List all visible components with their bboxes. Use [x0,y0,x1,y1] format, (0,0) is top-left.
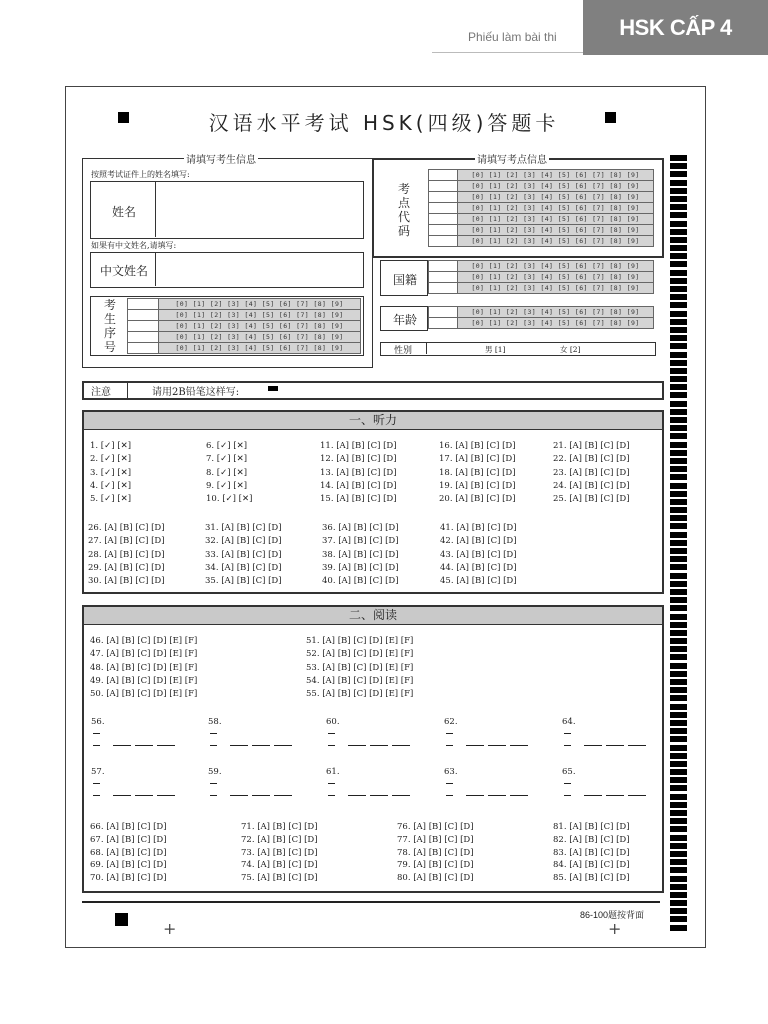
answer-item[interactable]: 18. [A] [B] [C] [D] [439,467,516,478]
answer-item[interactable]: 13. [A] [B] [C] [D] [320,467,397,478]
answer-item[interactable]: 85. [A] [B] [C] [D] [553,873,630,884]
answer-item[interactable]: 9. [✓] [✕] [206,480,248,491]
timing-mark [670,884,687,890]
answer-blank[interactable] [370,745,388,746]
site-legend: 请填写考点信息 [475,151,549,166]
timing-mark [670,908,687,914]
order-question-number: 59. [208,767,222,777]
level-badge: HSK CẤP 4 [583,0,768,55]
answer-item[interactable]: 51. [A] [B] [C] [D] [E] [F] [306,636,414,646]
order-question-number: 57. [91,767,105,777]
timing-mark [670,638,687,644]
order-question-number: 65. [562,767,576,777]
timing-mark [670,916,687,922]
answer-blank[interactable] [93,795,100,796]
candidate-legend: 请填写考生信息 [184,151,258,166]
timing-mark [670,876,687,882]
answer-item[interactable]: 21. [A] [B] [C] [D] [553,441,630,451]
answer-blank[interactable] [510,795,528,796]
timing-mark [670,851,687,857]
timing-mark [670,523,687,529]
answer-blank[interactable] [230,745,248,746]
answer-item[interactable]: 2. [✓] [✕] [90,454,132,465]
timing-mark [670,573,687,579]
answer-item[interactable]: 33. [A] [B] [C] [D] [205,549,282,560]
timing-mark [670,712,687,718]
answer-blank[interactable] [210,733,217,734]
answer-blank[interactable] [135,795,153,796]
answer-item[interactable]: 46. [A] [B] [C] [D] [E] [F] [90,636,198,646]
timing-mark [670,491,687,497]
answer-blank[interactable] [252,745,270,746]
answer-item[interactable]: 53. [A] [B] [C] [D] [E] [F] [306,662,414,673]
footer-rule [82,901,660,903]
answer-item[interactable]: 44. [A] [B] [C] [D] [440,562,517,573]
bubble-row[interactable]: [0] [1] [2] [3] [4] [5] [6] [7] [8] [9] [159,332,361,343]
registration-cross-left: + [163,919,177,938]
timing-mark [670,671,687,677]
timing-mark [670,753,687,759]
answer-item[interactable]: 37. [A] [B] [C] [D] [322,536,399,547]
bubble-row[interactable]: [0] [1] [2] [3] [4] [5] [6] [7] [8] [9] [458,192,654,203]
timing-mark [670,401,687,407]
answer-item[interactable]: 40. [A] [B] [C] [D] [322,576,399,587]
answer-item[interactable]: 76. [A] [B] [C] [D] [397,822,474,832]
bubble-row[interactable]: [0] [1] [2] [3] [4] [5] [6] [7] [8] [9] [458,236,654,247]
timing-mark [670,278,687,284]
timing-mark [670,622,687,628]
timing-mark [670,442,687,448]
candidate-seq-label: 考 生 序 号 [103,298,116,354]
timing-mark [670,483,687,489]
order-question-number: 61. [326,767,340,777]
timing-mark [670,630,687,636]
answer-blank[interactable] [274,745,292,746]
answer-blank[interactable] [488,795,506,796]
answer-item[interactable]: 7. [✓] [✕] [206,454,248,465]
timing-mark [670,352,687,358]
answer-item[interactable]: 73. [A] [B] [C] [D] [241,847,318,858]
answer-item[interactable]: 12. [A] [B] [C] [D] [320,454,397,465]
timing-mark [670,327,687,333]
bubble-row[interactable]: [0] [1] [2] [3] [4] [5] [6] [7] [8] [9] [458,225,654,236]
answer-item[interactable]: 34. [A] [B] [C] [D] [205,562,282,573]
answer-item[interactable]: 39. [A] [B] [C] [D] [322,562,399,573]
nationality-label: 国籍 [393,273,418,287]
timing-mark [670,605,687,611]
timing-mark [670,384,687,390]
timing-mark [670,695,687,701]
timing-mark [670,589,687,595]
answer-blank[interactable] [446,745,453,746]
answer-blank[interactable] [210,745,217,746]
answer-blank[interactable] [348,795,366,796]
timing-mark [670,867,687,873]
answer-blank[interactable] [488,745,506,746]
timing-mark [670,564,687,570]
answer-item[interactable]: 71. [A] [B] [C] [D] [241,822,318,832]
registration-cross-right: + [608,919,622,938]
answer-item[interactable]: 52. [A] [B] [C] [D] [E] [F] [306,649,414,660]
answer-item[interactable]: 14. [A] [B] [C] [D] [320,480,397,491]
timing-mark [670,597,687,603]
timing-mark [670,392,687,398]
timing-mark [670,212,687,218]
answer-item[interactable]: 25. [A] [B] [C] [D] [553,494,630,505]
answer-item[interactable]: 77. [A] [B] [C] [D] [397,834,474,845]
answer-blank[interactable] [210,783,217,784]
answer-item[interactable]: 19. [A] [B] [C] [D] [439,480,516,491]
timing-mark [670,835,687,841]
answer-item[interactable]: 3. [✓] [✕] [90,467,132,478]
timing-mark [670,654,687,660]
order-question-number: 56. [91,717,105,727]
gender-male-option[interactable]: 男 [1] [485,345,506,354]
answer-blank[interactable] [252,795,270,796]
gender-female-option[interactable]: 女 [2] [560,345,581,354]
timing-mark [670,466,687,472]
timing-mark [670,794,687,800]
answer-item[interactable]: 72. [A] [B] [C] [D] [241,834,318,845]
answer-blank[interactable] [446,783,453,784]
timing-mark [670,171,687,177]
timing-mark [670,515,687,521]
name-label: 姓名 [112,205,137,219]
site-code-label: 考 点 代 码 [397,182,410,238]
timing-mark [670,769,687,775]
answer-item[interactable]: 50. [A] [B] [C] [D] [E] [F] [90,689,198,700]
answer-item[interactable]: 48. [A] [B] [C] [D] [E] [F] [90,662,198,673]
timing-mark [670,360,687,366]
answer-item[interactable]: 42. [A] [B] [C] [D] [440,536,517,547]
timing-mark [670,499,687,505]
timing-mark [670,229,687,235]
answer-blank[interactable] [328,733,335,734]
answer-blank[interactable] [328,783,335,784]
answer-item[interactable]: 79. [A] [B] [C] [D] [397,860,474,871]
bubble-row[interactable]: [0] [1] [2] [3] [4] [5] [6] [7] [8] [9] [458,307,654,318]
answer-item[interactable]: 16. [A] [B] [C] [D] [439,441,516,451]
answer-item[interactable]: 69. [A] [B] [C] [D] [90,860,167,871]
answer-blank[interactable] [446,733,453,734]
answer-blank[interactable] [93,733,100,734]
timing-mark [670,532,687,538]
timing-mark [670,859,687,865]
answer-item[interactable]: 4. [✓] [✕] [90,480,132,491]
answer-item[interactable]: 74. [A] [B] [C] [D] [241,860,318,871]
bubble-row[interactable]: [0] [1] [2] [3] [4] [5] [6] [7] [8] [9] [458,214,654,225]
timing-mark [670,663,687,669]
bubble-row[interactable]: [0] [1] [2] [3] [4] [5] [6] [7] [8] [9] [458,181,654,192]
timing-mark [670,343,687,349]
chinese-name-label: 中文姓名 [100,264,149,278]
bubble-row[interactable]: [0] [1] [2] [3] [4] [5] [6] [7] [8] [9] [458,170,654,181]
bubble-row[interactable]: [0] [1] [2] [3] [4] [5] [6] [7] [8] [9] [458,272,654,283]
answer-blank[interactable] [466,795,484,796]
answer-item[interactable]: 28. [A] [B] [C] [D] [88,549,165,560]
answer-item[interactable]: 24. [A] [B] [C] [D] [553,480,630,491]
age-label: 年龄 [393,313,418,327]
answer-item[interactable]: 11. [A] [B] [C] [D] [320,441,397,451]
answer-blank[interactable] [564,783,571,784]
order-question-number: 64. [562,717,576,727]
timing-mark [670,368,687,374]
answer-blank[interactable] [392,745,410,746]
bubble-row[interactable]: [0] [1] [2] [3] [4] [5] [6] [7] [8] [9] [159,310,361,321]
answer-blank[interactable] [113,795,131,796]
timing-mark [670,736,687,742]
answer-item[interactable]: 70. [A] [B] [C] [D] [90,873,167,884]
listening-title: 一、听力 [84,412,662,430]
bubble-row[interactable]: [0] [1] [2] [3] [4] [5] [6] [7] [8] [9] [458,283,654,294]
cn-name-hint: 如果有中文姓名,请填写: [91,241,177,250]
reading-title: 二、阅读 [84,607,662,625]
order-question-number: 60. [326,717,340,727]
answer-item[interactable]: 15. [A] [B] [C] [D] [320,494,397,505]
timing-mark [670,474,687,480]
timing-mark [670,720,687,726]
timing-mark [670,646,687,652]
answer-item[interactable]: 20. [A] [B] [C] [D] [439,494,516,505]
answer-blank[interactable] [564,745,571,746]
answer-item[interactable]: 22. [A] [B] [C] [D] [553,454,630,465]
footer-note: 86-100题按背面 [580,910,645,920]
timing-mark [670,319,687,325]
answer-blank[interactable] [606,745,624,746]
timing-mark [670,826,687,832]
timing-mark [670,261,687,267]
timing-mark [670,925,687,931]
gender-label: 性别 [394,346,413,356]
answer-item[interactable]: 31. [A] [B] [C] [D] [205,523,282,533]
answer-blank[interactable] [348,745,366,746]
timing-mark [670,761,687,767]
answer-blank[interactable] [328,795,335,796]
answer-blank[interactable] [510,745,528,746]
timing-mark [670,548,687,554]
answer-item[interactable]: 78. [A] [B] [C] [D] [397,847,474,858]
timing-mark [670,180,687,186]
timing-mark [670,286,687,292]
timing-mark [670,458,687,464]
bubble-row[interactable]: [0] [1] [2] [3] [4] [5] [6] [7] [8] [9] [159,299,361,310]
timing-mark [670,335,687,341]
answer-blank[interactable] [230,795,248,796]
timing-mark [670,704,687,710]
answer-item[interactable]: 75. [A] [B] [C] [D] [241,873,318,884]
timing-mark [670,450,687,456]
answer-blank[interactable] [93,783,100,784]
timing-mark [670,433,687,439]
name-hint: 按照考试证件上的姓名填写: [91,170,190,179]
answer-item[interactable]: 32. [A] [B] [C] [D] [205,536,282,547]
answer-blank[interactable] [584,795,602,796]
answer-blank[interactable] [392,795,410,796]
timing-mark [670,253,687,259]
sheet-title: 汉语水平考试 HSK(四级)答题卡 [208,111,560,135]
timing-mark [670,900,687,906]
answer-blank[interactable] [210,795,217,796]
answer-item[interactable]: 54. [A] [B] [C] [D] [E] [F] [306,675,414,686]
age-grid [428,306,654,329]
timing-mark [670,196,687,202]
answer-item[interactable]: 38. [A] [B] [C] [D] [322,549,399,560]
answer-item[interactable]: 1. [✓] [✕] [90,441,132,451]
timing-mark [670,785,687,791]
timing-mark [670,802,687,808]
answer-item[interactable]: 8. [✓] [✕] [206,467,248,478]
timing-mark [670,155,687,161]
answer-item[interactable]: 66. [A] [B] [C] [D] [90,822,167,832]
timing-mark [670,163,687,169]
answer-blank[interactable] [274,795,292,796]
order-question-number: 62. [444,717,458,727]
header-subtitle: Phiếu làm bài thi [468,30,557,44]
timing-mark [670,687,687,693]
answer-blank[interactable] [157,795,175,796]
nationality-grid [428,260,654,294]
answer-item[interactable]: 6. [✓] [✕] [206,441,248,451]
timing-mark [670,810,687,816]
answer-blank[interactable] [328,745,335,746]
timing-mark [670,302,687,308]
answer-blank[interactable] [157,745,175,746]
answer-blank[interactable] [113,745,131,746]
answer-item[interactable]: 82. [A] [B] [C] [D] [553,834,630,845]
note-text: 请用2B铅笔这样写: [152,387,240,398]
timing-mark [670,507,687,513]
site-code-grid [428,169,654,247]
answer-blank[interactable] [628,745,646,746]
timing-mark [670,425,687,431]
timing-mark [670,270,687,276]
timing-mark [670,745,687,751]
answer-item[interactable]: 27. [A] [B] [C] [D] [88,536,165,547]
timing-mark [670,311,687,317]
answer-blank[interactable] [584,745,602,746]
answer-item[interactable]: 29. [A] [B] [C] [D] [88,562,165,573]
answer-item[interactable]: 17. [A] [B] [C] [D] [439,454,516,465]
answer-item[interactable]: 49. [A] [B] [C] [D] [E] [F] [90,675,198,686]
answer-blank[interactable] [466,745,484,746]
answer-blank[interactable] [628,795,646,796]
timing-mark [670,294,687,300]
answer-blank[interactable] [564,733,571,734]
timing-mark [670,237,687,243]
timing-mark [670,245,687,251]
answer-item[interactable]: 45. [A] [B] [C] [D] [440,576,517,587]
filled-bubble-sample [268,386,278,391]
timing-mark [670,221,687,227]
answer-item[interactable]: 30. [A] [B] [C] [D] [88,576,165,587]
answer-blank[interactable] [370,795,388,796]
answer-blank[interactable] [606,795,624,796]
timing-mark [670,581,687,587]
answer-item[interactable]: 81. [A] [B] [C] [D] [553,822,630,832]
answer-item[interactable]: 43. [A] [B] [C] [D] [440,549,517,560]
timing-mark [670,614,687,620]
answer-item[interactable]: 41. [A] [B] [C] [D] [440,523,517,533]
corner-mark-bottom-left [115,913,128,926]
answer-item[interactable]: 68. [A] [B] [C] [D] [90,847,167,858]
answer-blank[interactable] [564,795,571,796]
answer-item[interactable]: 55. [A] [B] [C] [D] [E] [F] [306,689,414,700]
answer-item[interactable]: 84. [A] [B] [C] [D] [553,860,630,871]
answer-item[interactable]: 67. [A] [B] [C] [D] [90,834,167,845]
timing-mark [670,728,687,734]
answer-item[interactable]: 23. [A] [B] [C] [D] [553,467,630,478]
timing-mark [670,679,687,685]
timing-mark [670,417,687,423]
gender-row [380,342,656,356]
timing-mark [670,204,687,210]
timing-mark [670,376,687,382]
answer-item[interactable]: 47. [A] [B] [C] [D] [E] [F] [90,649,198,660]
timing-mark [670,892,687,898]
order-question-number: 63. [444,767,458,777]
candidate-seq-grid [127,298,361,354]
answer-item[interactable]: 26. [A] [B] [C] [D] [88,523,165,533]
timing-mark [670,540,687,546]
answer-item[interactable]: 80. [A] [B] [C] [D] [397,873,474,884]
timing-mark [670,818,687,824]
answer-item[interactable]: 10. [✓] [✕] [206,494,253,505]
answer-blank[interactable] [135,745,153,746]
timing-mark [670,556,687,562]
bubble-row[interactable]: [0] [1] [2] [3] [4] [5] [6] [7] [8] [9] [458,203,654,214]
answer-blank[interactable] [93,745,100,746]
timing-mark [670,843,687,849]
answer-item[interactable]: 5. [✓] [✕] [90,494,132,505]
bubble-row[interactable]: [0] [1] [2] [3] [4] [5] [6] [7] [8] [9] [159,321,361,332]
answer-item[interactable]: 35. [A] [B] [C] [D] [205,576,282,587]
answer-blank[interactable] [446,795,453,796]
answer-item[interactable]: 36. [A] [B] [C] [D] [322,523,399,533]
timing-mark [670,777,687,783]
answer-item[interactable]: 83. [A] [B] [C] [D] [553,847,630,858]
timing-marks [670,155,687,933]
timing-mark [670,409,687,415]
bubble-row[interactable]: [0] [1] [2] [3] [4] [5] [6] [7] [8] [9] [458,261,654,272]
timing-mark [670,188,687,194]
note-label: 注意 [91,387,111,398]
bubble-row[interactable]: [0] [1] [2] [3] [4] [5] [6] [7] [8] [9] [159,343,361,354]
bubble-row[interactable]: [0] [1] [2] [3] [4] [5] [6] [7] [8] [9] [458,318,654,329]
order-question-number: 58. [208,717,222,727]
